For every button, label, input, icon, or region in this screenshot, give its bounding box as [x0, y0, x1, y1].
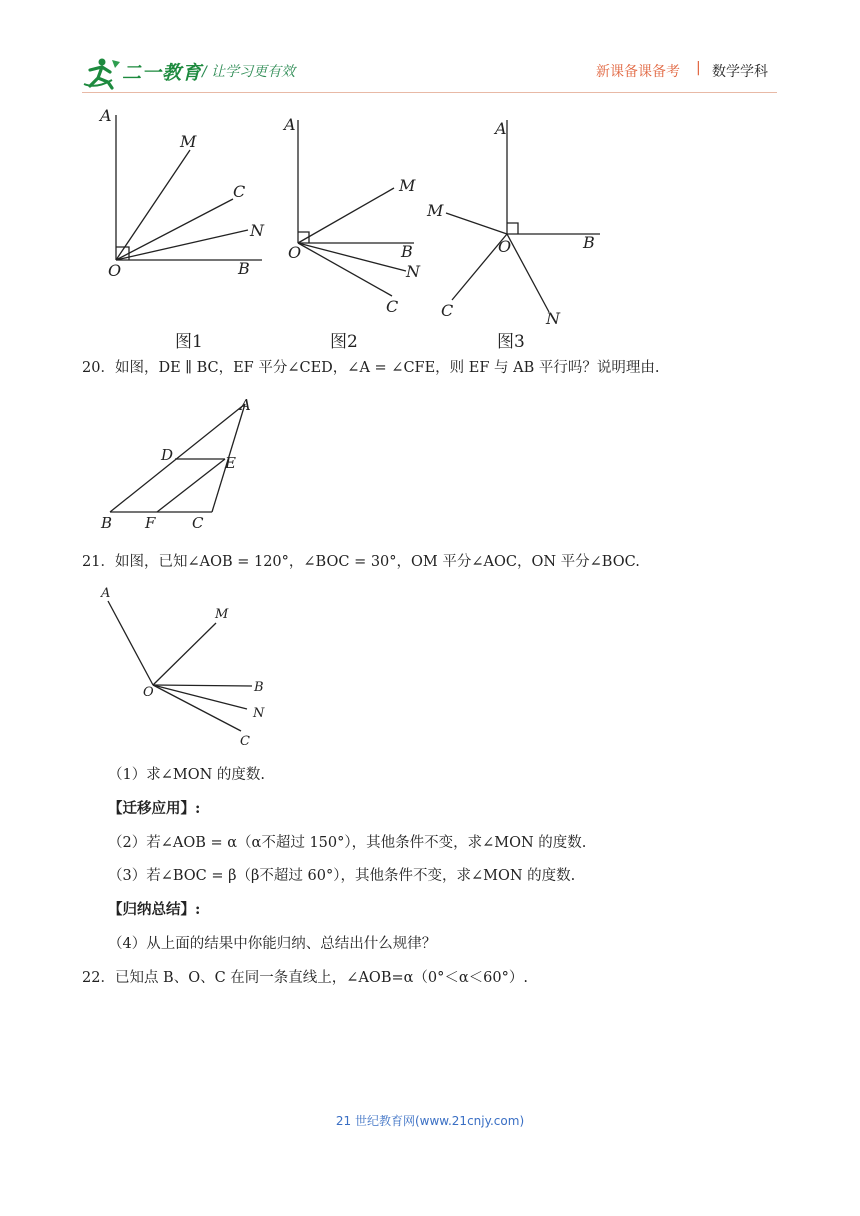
fig1-caption: 图1 [175, 332, 203, 352]
question-22-text: 22．已知点 B、O、C 在同一条直线上，∠AOB=α（0°＜α＜60°）. [82, 970, 528, 986]
fig1-label-o: O [108, 261, 122, 280]
fig1-label-m: M [180, 132, 197, 151]
section-migrate-heading: 【迁移应用】: [108, 800, 201, 817]
q21-label-n: N [253, 706, 265, 721]
question-20-figure [95, 392, 265, 532]
q21-label-c: C [240, 734, 250, 749]
header-subject-label: 数学学科 [712, 64, 768, 80]
header-divider [82, 92, 777, 93]
header-separator: | [696, 60, 701, 76]
fig2-caption: 图2 [330, 332, 358, 352]
question-20-text: 20．如图，DE ∥ BC，EF 平分∠CED，∠A = ∠CFE，则 EF 与 AB 平行吗？说明理由. [82, 360, 660, 376]
fig3-label-a: A [495, 119, 507, 138]
header-course-label: 新课备课备考 [596, 64, 680, 80]
section-summary-heading: 【归纳总结】: [108, 901, 201, 918]
fig3-label-o: O [498, 237, 512, 256]
question-21-figure [95, 583, 285, 753]
fig1-label-a: A [100, 106, 112, 125]
fig2-label-n: N [406, 262, 420, 281]
logo-text: 二一教育 [122, 62, 203, 84]
q20-label-b: B [101, 514, 113, 532]
q20-label-e: E [225, 454, 236, 472]
q20-label-d: D [161, 446, 174, 464]
fig2-label-a: A [284, 115, 296, 134]
q21-label-m: M [215, 607, 229, 622]
question-21-part-3: （3）若∠BOC = β（β不超过 60°），其他条件不变，求∠MON 的度数. [108, 868, 576, 884]
figures-top [0, 100, 860, 350]
fig3-label-b: B [583, 233, 595, 252]
slogan: / 让学习更有效 [202, 64, 296, 80]
question-21-part-2: （2）若∠AOB = α（α不超过 150°），其他条件不变，求∠MON 的度数. [108, 835, 587, 851]
fig2-label-b: B [401, 242, 413, 261]
q21-label-o: O [143, 685, 154, 700]
fig1-label-n: N [250, 221, 264, 240]
q20-label-a: A [240, 396, 251, 414]
page-header [0, 0, 860, 100]
fig1-label-b: B [238, 259, 250, 278]
fig3-caption: 图3 [497, 332, 525, 352]
q20-label-f: F [145, 514, 156, 532]
q21-label-a: A [101, 586, 111, 601]
question-21-part-4: （4）从上面的结果中你能归纳、总结出什么规律？ [108, 936, 437, 952]
fig3-label-c: C [441, 301, 454, 320]
page-footer: 21 世纪教育网(www.21cnjy.com) [335, 1114, 525, 1128]
q20-label-c: C [192, 514, 204, 532]
fig1-label-c: C [233, 182, 246, 201]
logo-runner-icon [82, 56, 122, 90]
fig2-label-o: O [288, 243, 302, 262]
question-21-part-1: （1）求∠MON 的度数. [108, 767, 266, 783]
fig3-label-n: N [546, 309, 560, 328]
fig3-label-m: M [427, 201, 444, 220]
fig2-label-c: C [386, 297, 399, 316]
q21-label-b: B [254, 680, 264, 695]
question-21-text: 21．如图，已知∠AOB = 120°，∠BOC = 30°，OM 平分∠AOC，ON 平分∠BOC. [82, 554, 640, 570]
fig2-label-m: M [399, 176, 416, 195]
